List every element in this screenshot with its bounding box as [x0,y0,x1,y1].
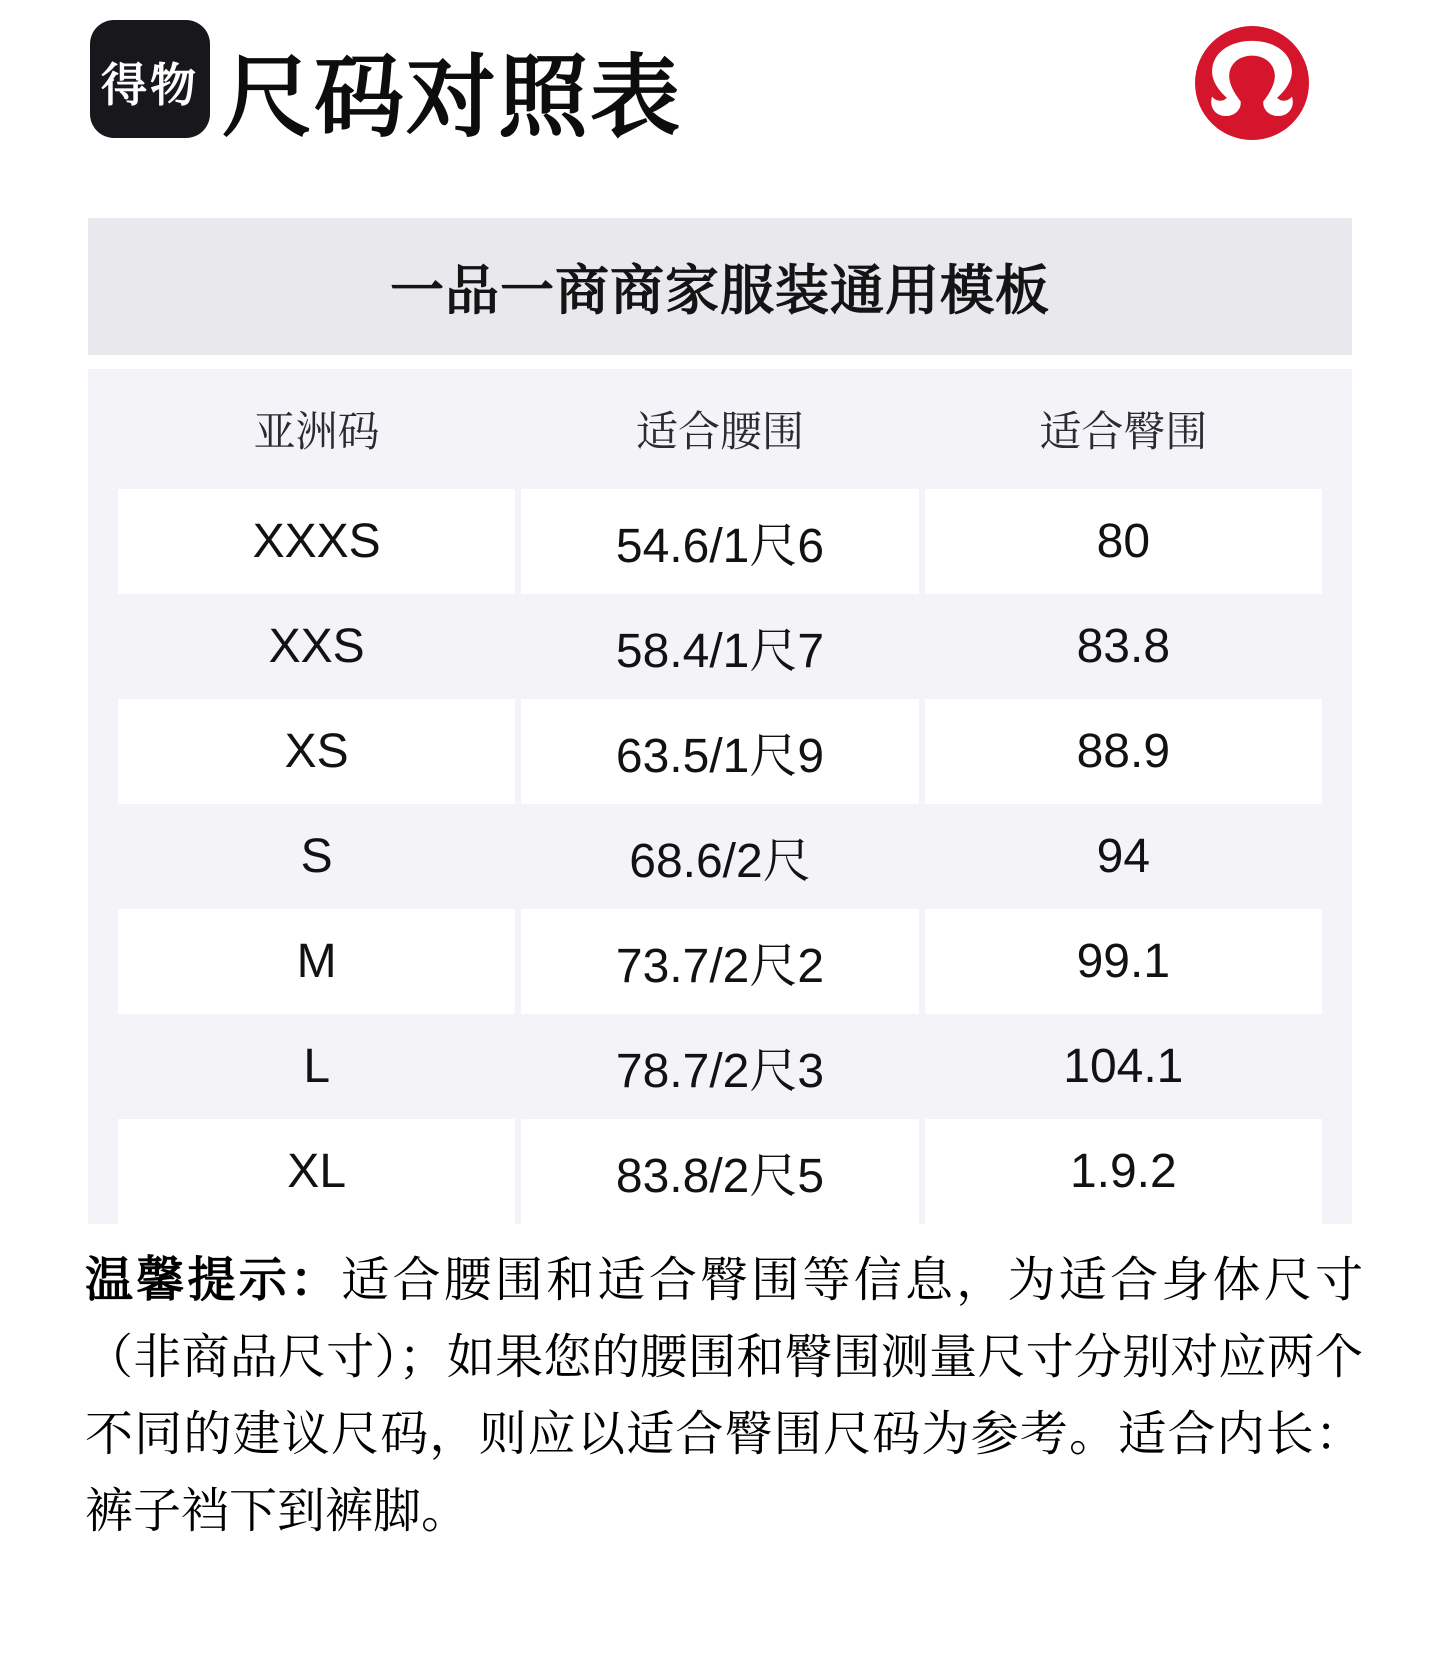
table-row [88,594,1352,699]
table-cell: 99.1 [925,909,1322,1014]
table-cell: 94 [1096,830,1151,883]
note-body: 适合腰围和适合臀围等信息，为适合身体尺寸（非商品尺寸）；如果您的腰围和臀围测量尺寸分别对应两个不同的建议尺码，则应以适合臀围尺码为参考。适合内长：裤子裆下到裤脚。 [85,1254,1363,1538]
table-cell: M [118,909,515,1014]
table-cell: L [303,1040,331,1093]
table-cell: 83.8/2尺5 [521,1119,918,1224]
table-cell: 83.8 [1076,620,1171,673]
table-cell: 104.1 [1063,1040,1184,1093]
table-cell: 78.7/2尺3 [615,1045,825,1098]
note-paragraph [85,1242,1363,1550]
table-row [88,1014,1352,1119]
column-header-waist: 适合腰围 [635,408,804,455]
size-table [88,369,1352,1224]
table-row [88,909,1352,1014]
template-banner [88,218,1352,355]
template-banner-title: 一品一商商家服装通用模板 [390,261,1050,321]
table-cell: 58.4/1尺7 [615,625,825,678]
dewu-logo-text: 得物 [101,59,199,111]
table-header-row [88,369,1352,489]
table-row [88,804,1352,909]
table-cell: XS [118,699,515,804]
table-body [88,489,1352,1224]
column-header-hip: 适合臀围 [1039,408,1208,455]
table-cell: 63.5/1尺9 [521,699,918,804]
page-header [0,0,1440,218]
note-prefix: 温馨提示： [85,1254,342,1307]
table-cell: 1.9.2 [925,1119,1322,1224]
table-cell: 73.7/2尺2 [521,909,918,1014]
table-cell: 88.9 [925,699,1322,804]
page-title: 尺码对照表 [222,48,682,148]
table-cell: 68.6/2尺 [629,835,811,888]
table-row [88,1119,1352,1224]
table-cell: XL [118,1119,515,1224]
table-cell: 54.6/1尺6 [521,489,918,594]
table-cell: XXS [268,620,365,673]
table-cell: 80 [925,489,1322,594]
lululemon-logo-icon [1195,26,1309,140]
table-row [88,699,1352,804]
dewu-logo-icon [90,20,210,138]
table-row [88,489,1352,594]
column-header-asian-size: 亚洲码 [253,408,380,455]
table-cell: S [300,830,333,883]
table-cell: XXXS [118,489,515,594]
